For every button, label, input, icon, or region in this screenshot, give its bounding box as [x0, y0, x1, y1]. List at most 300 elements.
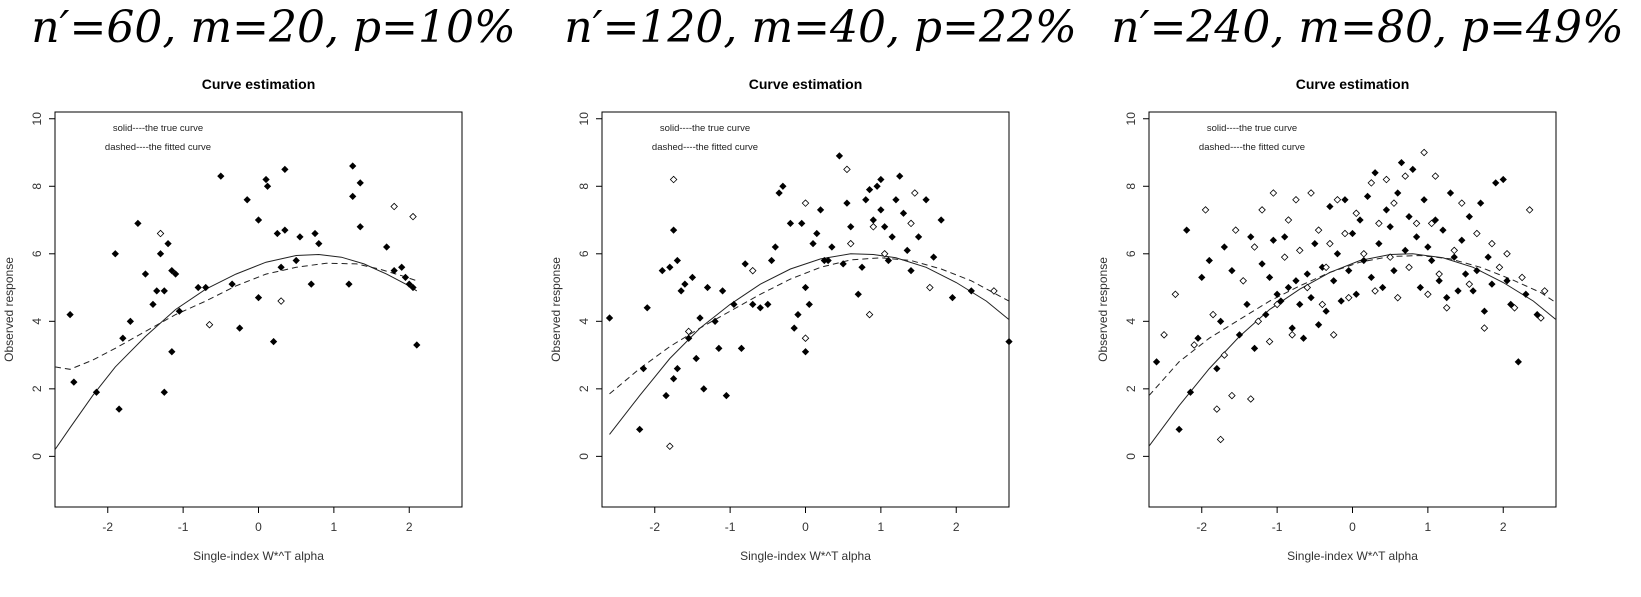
filled-data-point: [693, 355, 699, 361]
filled-data-point: [949, 294, 955, 300]
filled-data-point: [282, 227, 288, 233]
filled-data-point: [142, 271, 148, 277]
filled-data-point: [674, 365, 680, 371]
x-tick-label: 1: [330, 520, 338, 534]
filled-data-point: [795, 311, 801, 317]
filled-data-point: [1462, 271, 1468, 277]
filled-data-point: [357, 224, 363, 230]
filled-data-point: [640, 365, 646, 371]
filled-data-point: [1466, 213, 1472, 219]
filled-data-point: [1383, 207, 1389, 213]
x-tick-label: 1: [1424, 520, 1432, 534]
open-data-point: [1232, 227, 1238, 233]
filled-data-point: [116, 406, 122, 412]
filled-data-point: [297, 234, 303, 240]
filled-data-point: [1402, 247, 1408, 253]
filled-data-point: [1153, 359, 1159, 365]
open-data-point: [670, 176, 676, 182]
open-data-point: [1210, 311, 1216, 317]
filled-data-point: [689, 274, 695, 280]
filled-data-point: [1470, 288, 1476, 294]
panel-right: [1094, 0, 1641, 597]
filled-data-point: [1493, 180, 1499, 186]
filled-data-point: [701, 386, 707, 392]
open-data-point: [206, 321, 212, 327]
curve-legend-note: solid----the true curve: [112, 123, 204, 134]
open-data-point: [1402, 173, 1408, 179]
x-tick-label: -2: [1196, 520, 1208, 534]
filled-data-point: [836, 153, 842, 159]
filled-data-point: [663, 392, 669, 398]
curve-legend-note: dashed----the fitted curve: [1198, 142, 1306, 153]
open-data-point: [1372, 288, 1378, 294]
filled-data-point: [799, 220, 805, 226]
filled-data-point: [855, 291, 861, 297]
filled-data-point: [1417, 284, 1423, 290]
fitted-curve-line: [55, 263, 417, 369]
filled-data-point: [414, 342, 420, 348]
filled-data-point: [120, 335, 126, 341]
filled-data-point: [312, 230, 318, 236]
filled-data-point: [278, 264, 284, 270]
filled-data-point: [1323, 308, 1329, 314]
filled-data-point: [644, 305, 650, 311]
filled-data-point: [844, 200, 850, 206]
open-data-point: [1297, 247, 1303, 253]
open-data-point: [278, 298, 284, 304]
filled-data-point: [772, 244, 778, 250]
filled-data-point: [848, 224, 854, 230]
filled-data-point: [802, 349, 808, 355]
open-data-point: [1391, 200, 1397, 206]
y-axis-label: Observed response: [549, 257, 563, 362]
filled-data-point: [1523, 291, 1529, 297]
filled-data-point: [1477, 200, 1483, 206]
y-tick-label: 2: [30, 385, 44, 393]
filled-data-point: [1346, 267, 1352, 273]
open-data-point: [1481, 325, 1487, 331]
filled-data-point: [1199, 274, 1205, 280]
open-data-point: [1519, 274, 1525, 280]
open-data-point: [1221, 352, 1227, 358]
open-data-point: [1293, 197, 1299, 203]
filled-data-point: [750, 301, 756, 307]
open-data-point: [1281, 254, 1287, 260]
open-data-point: [1289, 332, 1295, 338]
filled-data-point: [678, 288, 684, 294]
open-data-point: [1474, 230, 1480, 236]
filled-data-point: [1413, 234, 1419, 240]
panel-heading: n′=120, m=40, p=22%: [564, 2, 1077, 53]
x-tick-label: 2: [1499, 520, 1507, 534]
true-curve-line: [610, 254, 1010, 435]
filled-data-point: [203, 284, 209, 290]
x-tick-label: -1: [177, 520, 189, 534]
open-data-point: [866, 311, 872, 317]
open-data-point: [1266, 338, 1272, 344]
y-tick-label: 10: [30, 112, 44, 126]
filled-data-point: [127, 318, 133, 324]
plot-frame: [55, 112, 462, 507]
filled-data-point: [670, 376, 676, 382]
filled-data-point: [893, 197, 899, 203]
filled-data-point: [1229, 267, 1235, 273]
chart-title: Curve estimation: [201, 76, 316, 92]
filled-data-point: [810, 240, 816, 246]
filled-data-point: [915, 234, 921, 240]
filled-data-point: [270, 338, 276, 344]
open-data-point: [1319, 301, 1325, 307]
open-data-point: [1496, 264, 1502, 270]
panel-left: [0, 0, 547, 597]
filled-data-point: [1338, 298, 1344, 304]
filled-data-point: [874, 183, 880, 189]
open-data-point: [750, 267, 756, 273]
open-data-point: [1172, 291, 1178, 297]
y-tick-label: 6: [1124, 250, 1138, 258]
open-data-point: [1368, 180, 1374, 186]
filled-data-point: [930, 254, 936, 260]
y-tick-label: 6: [577, 250, 591, 258]
filled-data-point: [1489, 281, 1495, 287]
open-data-point: [1308, 190, 1314, 196]
curve-legend-note: dashed----the fitted curve: [104, 142, 212, 153]
filled-data-point: [1270, 237, 1276, 243]
filled-data-point: [723, 392, 729, 398]
open-data-point: [1413, 220, 1419, 226]
filled-data-point: [1263, 311, 1269, 317]
filled-data-point: [1293, 278, 1299, 284]
open-data-point: [1259, 207, 1265, 213]
open-data-point: [1432, 173, 1438, 179]
y-tick-label: 4: [1124, 317, 1138, 325]
filled-data-point: [1297, 301, 1303, 307]
x-tick-label: 2: [405, 520, 413, 534]
open-data-point: [1270, 190, 1276, 196]
open-data-point: [1361, 251, 1367, 257]
filled-data-point: [1289, 325, 1295, 331]
chart-title: Curve estimation: [1295, 76, 1410, 92]
open-data-point: [1504, 251, 1510, 257]
filled-data-point: [383, 244, 389, 250]
filled-data-point: [316, 240, 322, 246]
open-data-point: [1436, 271, 1442, 277]
open-data-point: [1214, 406, 1220, 412]
filled-data-point: [685, 335, 691, 341]
filled-data-point: [889, 234, 895, 240]
filled-data-point: [938, 217, 944, 223]
filled-data-point: [738, 345, 744, 351]
plot-frame: [1149, 112, 1556, 507]
open-data-point: [991, 288, 997, 294]
filled-data-point: [719, 288, 725, 294]
filled-data-point: [161, 389, 167, 395]
plot-frame: [602, 112, 1009, 507]
open-data-point: [844, 166, 850, 172]
open-data-point: [667, 443, 673, 449]
open-data-point: [1526, 207, 1532, 213]
filled-data-point: [768, 257, 774, 263]
open-data-point: [410, 213, 416, 219]
open-data-point: [157, 230, 163, 236]
open-data-point: [1240, 278, 1246, 284]
filled-data-point: [859, 264, 865, 270]
open-data-point: [391, 203, 397, 209]
filled-data-point: [1436, 278, 1442, 284]
open-data-point: [1334, 197, 1340, 203]
filled-data-point: [670, 227, 676, 233]
open-data-point: [1229, 392, 1235, 398]
filled-data-point: [878, 176, 884, 182]
filled-data-point: [817, 207, 823, 213]
filled-data-point: [255, 294, 261, 300]
filled-data-point: [1376, 240, 1382, 246]
filled-data-point: [1391, 267, 1397, 273]
open-data-point: [1342, 230, 1348, 236]
filled-data-point: [150, 301, 156, 307]
y-tick-label: 4: [577, 317, 591, 325]
x-tick-label: -2: [102, 520, 114, 534]
filled-data-point: [897, 173, 903, 179]
filled-data-point: [1485, 254, 1491, 260]
true-curve-line: [1149, 254, 1556, 446]
open-data-point: [1248, 396, 1254, 402]
filled-data-point: [667, 264, 673, 270]
open-data-point: [1255, 318, 1261, 324]
y-tick-label: 8: [1124, 182, 1138, 190]
y-tick-label: 10: [1124, 112, 1138, 126]
open-data-point: [1406, 264, 1412, 270]
filled-data-point: [1334, 251, 1340, 257]
filled-data-point: [67, 311, 73, 317]
y-tick-label: 4: [30, 317, 44, 325]
filled-data-point: [1410, 166, 1416, 172]
filled-data-point: [1285, 284, 1291, 290]
x-tick-label: -2: [649, 520, 661, 534]
filled-data-point: [787, 220, 793, 226]
filled-data-point: [1440, 227, 1446, 233]
chart-curve-estimation: [1094, 62, 1641, 597]
y-tick-label: 2: [577, 385, 591, 393]
open-data-point: [802, 335, 808, 341]
filled-data-point: [863, 197, 869, 203]
filled-data-point: [1330, 278, 1336, 284]
open-data-point: [927, 284, 933, 290]
filled-data-point: [1481, 308, 1487, 314]
filled-data-point: [1304, 271, 1310, 277]
filled-data-point: [157, 251, 163, 257]
filled-data-point: [923, 197, 929, 203]
y-tick-label: 0: [30, 453, 44, 460]
filled-data-point: [165, 240, 171, 246]
filled-data-point: [308, 281, 314, 287]
open-data-point: [1323, 264, 1329, 270]
x-tick-label: 1: [877, 520, 885, 534]
open-data-point: [848, 240, 854, 246]
open-data-point: [802, 200, 808, 206]
open-data-point: [1451, 247, 1457, 253]
open-data-point: [1330, 332, 1336, 338]
filled-data-point: [282, 166, 288, 172]
filled-data-point: [716, 345, 722, 351]
filled-data-point: [791, 325, 797, 331]
filled-data-point: [1428, 257, 1434, 263]
filled-data-point: [244, 197, 250, 203]
filled-data-point: [866, 186, 872, 192]
filled-data-point: [1425, 244, 1431, 250]
filled-data-point: [802, 284, 808, 290]
panel-heading: n′=60, m=20, p=10%: [31, 2, 516, 53]
open-data-point: [1466, 281, 1472, 287]
filled-data-point: [829, 244, 835, 250]
filled-data-point: [1372, 170, 1378, 176]
filled-data-point: [154, 288, 160, 294]
open-data-point: [1489, 240, 1495, 246]
y-tick-label: 10: [577, 112, 591, 126]
filled-data-point: [1248, 234, 1254, 240]
filled-data-point: [169, 349, 175, 355]
open-data-point: [1191, 342, 1197, 348]
fitted-curve-line: [610, 258, 1010, 394]
filled-data-point: [350, 193, 356, 199]
filled-data-point: [1266, 274, 1272, 280]
filled-data-point: [195, 284, 201, 290]
filled-data-point: [229, 281, 235, 287]
open-data-point: [1251, 244, 1257, 250]
panel-heading: n′=240, m=80, p=49%: [1111, 2, 1624, 53]
filled-data-point: [350, 163, 356, 169]
filled-data-point: [1300, 335, 1306, 341]
open-data-point: [908, 220, 914, 226]
filled-data-point: [780, 183, 786, 189]
filled-data-point: [71, 379, 77, 385]
open-data-point: [1444, 305, 1450, 311]
filled-data-point: [1217, 318, 1223, 324]
filled-data-point: [218, 173, 224, 179]
x-tick-label: 2: [952, 520, 960, 534]
filled-data-point: [1444, 294, 1450, 300]
filled-data-point: [1342, 197, 1348, 203]
filled-data-point: [1515, 359, 1521, 365]
filled-data-point: [1236, 332, 1242, 338]
filled-data-point: [765, 301, 771, 307]
filled-data-point: [674, 257, 680, 263]
x-tick-label: 0: [802, 520, 809, 534]
open-data-point: [1315, 227, 1321, 233]
filled-data-point: [712, 318, 718, 324]
open-data-point: [1459, 200, 1465, 206]
filled-data-point: [274, 230, 280, 236]
open-data-point: [1395, 294, 1401, 300]
filled-data-point: [1395, 190, 1401, 196]
open-data-point: [870, 224, 876, 230]
filled-data-point: [1357, 217, 1363, 223]
filled-data-point: [1387, 224, 1393, 230]
y-tick-label: 0: [1124, 453, 1138, 460]
filled-data-point: [904, 247, 910, 253]
filled-data-point: [1195, 335, 1201, 341]
filled-data-point: [135, 220, 141, 226]
filled-data-point: [900, 210, 906, 216]
open-data-point: [1304, 284, 1310, 290]
filled-data-point: [112, 251, 118, 257]
x-tick-label: -1: [724, 520, 736, 534]
open-data-point: [1202, 207, 1208, 213]
filled-data-point: [806, 301, 812, 307]
filled-data-point: [255, 217, 261, 223]
true-curve-line: [55, 255, 417, 450]
open-data-point: [1376, 220, 1382, 226]
y-tick-label: 2: [1124, 385, 1138, 393]
open-data-point: [1161, 332, 1167, 338]
filled-data-point: [731, 301, 737, 307]
filled-data-point: [697, 315, 703, 321]
filled-data-point: [399, 264, 405, 270]
filled-data-point: [402, 274, 408, 280]
filled-data-point: [1459, 237, 1465, 243]
filled-data-point: [1183, 227, 1189, 233]
filled-data-point: [878, 207, 884, 213]
filled-data-point: [659, 267, 665, 273]
open-data-point: [1383, 176, 1389, 182]
filled-data-point: [881, 224, 887, 230]
filled-data-point: [757, 305, 763, 311]
y-tick-label: 8: [30, 182, 44, 190]
filled-data-point: [682, 281, 688, 287]
chart-curve-estimation: [0, 62, 547, 597]
filled-data-point: [1214, 365, 1220, 371]
chart-title: Curve estimation: [748, 76, 863, 92]
filled-data-point: [1315, 321, 1321, 327]
filled-data-point: [1259, 261, 1265, 267]
filled-data-point: [1281, 234, 1287, 240]
panel-middle: [547, 0, 1094, 597]
filled-data-point: [1244, 301, 1250, 307]
filled-data-point: [908, 267, 914, 273]
open-data-point: [1353, 210, 1359, 216]
filled-data-point: [1176, 426, 1182, 432]
filled-data-point: [346, 281, 352, 287]
open-data-point: [1285, 217, 1291, 223]
filled-data-point: [1368, 274, 1374, 280]
open-data-point: [1217, 436, 1223, 442]
y-tick-label: 0: [577, 453, 591, 460]
open-data-point: [1346, 294, 1352, 300]
filled-data-point: [1421, 197, 1427, 203]
filled-data-point: [1379, 284, 1385, 290]
filled-data-point: [1364, 193, 1370, 199]
open-data-point: [1327, 240, 1333, 246]
filled-data-point: [161, 288, 167, 294]
filled-data-point: [263, 176, 269, 182]
y-axis-label: Observed response: [1096, 257, 1110, 362]
filled-data-point: [636, 426, 642, 432]
filled-data-point: [1006, 338, 1012, 344]
fitted-curve-line: [1149, 256, 1556, 396]
filled-data-point: [293, 257, 299, 263]
filled-data-point: [606, 315, 612, 321]
filled-data-point: [1251, 345, 1257, 351]
x-axis-label: Single-index W*^T alpha: [193, 549, 324, 563]
x-axis-label: Single-index W*^T alpha: [740, 549, 871, 563]
x-tick-label: 0: [255, 520, 262, 534]
filled-data-point: [1361, 257, 1367, 263]
filled-data-point: [1500, 176, 1506, 182]
curve-legend-note: solid----the true curve: [1206, 123, 1298, 134]
open-data-point: [912, 190, 918, 196]
y-axis-label: Observed response: [2, 257, 16, 362]
filled-data-point: [870, 217, 876, 223]
